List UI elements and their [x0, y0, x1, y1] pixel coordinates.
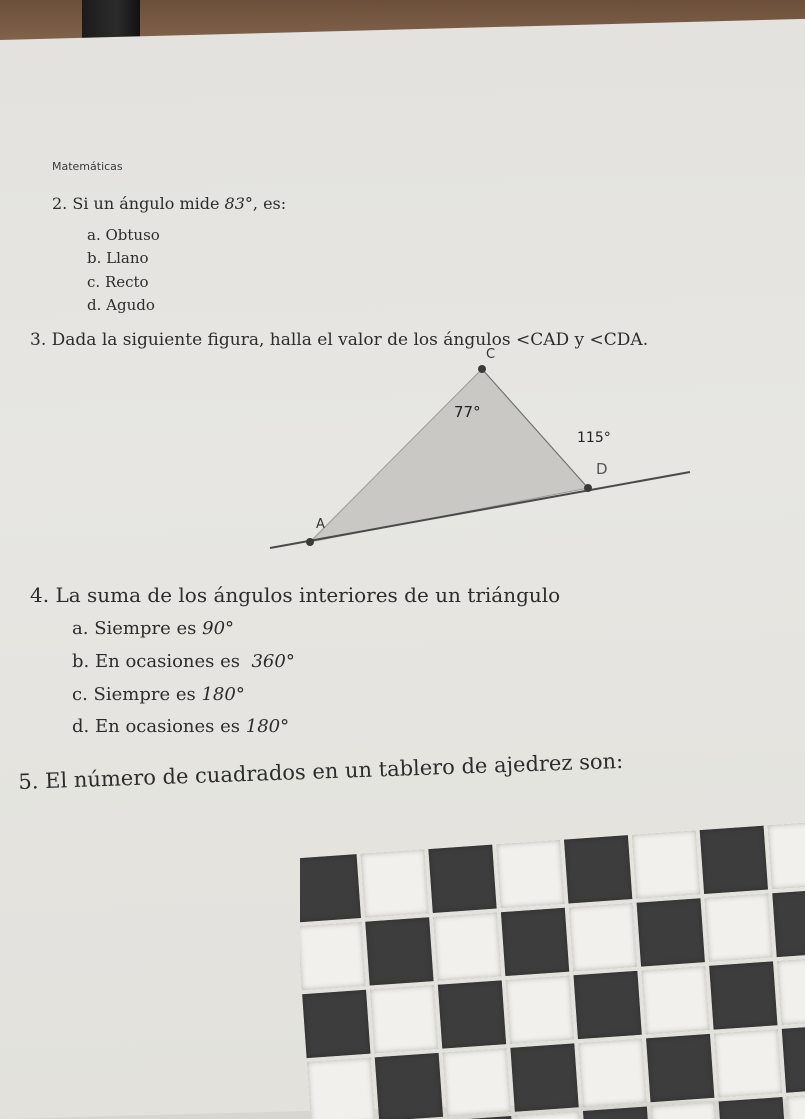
chessboard-square: [506, 976, 574, 1044]
chessboard-square: [365, 917, 433, 985]
question-4-option-a: a. Siempre es 90°: [72, 618, 235, 639]
question-2-option-b: b. Llano: [87, 249, 149, 267]
question-4-option-d: d. En ocasiones es 180°: [72, 716, 290, 737]
angle-d-value: 115°: [577, 430, 611, 446]
chessboard-square: [641, 966, 709, 1034]
chessboard-square: [583, 1107, 651, 1119]
chessboard-square: [569, 903, 637, 971]
chessboard-square: [578, 1039, 646, 1107]
chessboard-square: [302, 990, 370, 1058]
chessboard-square: [300, 854, 361, 922]
chessboard-square: [496, 840, 564, 908]
question-4-option-c: c. Siempre es 180°: [72, 684, 245, 705]
label-a: A: [316, 517, 325, 532]
chessboard-square: [501, 908, 569, 976]
chessboard-square: [510, 1043, 578, 1111]
label-c: C: [486, 347, 496, 362]
question-3-text: Dada la siguiente figura, halla el valor de los ángulos <CAD y <CDA.: [51, 330, 649, 350]
chessboard-square: [300, 922, 366, 990]
chessboard-square: [632, 830, 700, 898]
chessboard-square: [709, 961, 777, 1029]
chessboard-square: [786, 1092, 805, 1119]
chessboard-square: [772, 889, 805, 957]
question-3-number: 3.: [30, 330, 47, 350]
chessboard-square: [651, 1102, 719, 1119]
subject-header: Matemáticas: [52, 160, 123, 173]
chessboard-square: [443, 1048, 511, 1116]
chessboard-square: [564, 835, 632, 903]
point-d: [584, 484, 592, 492]
chessboard-square: [719, 1097, 787, 1119]
question-4-text: La suma de los ángulos interiores de un triángulo: [55, 583, 561, 607]
point-a: [306, 538, 314, 546]
chessboard-square: [361, 849, 429, 917]
question-5-text: El número de cuadrados en un tablero de ajedrez son:: [44, 748, 624, 794]
question-2-option-d: d. Agudo: [87, 296, 155, 314]
question-2-option-c: c. Recto: [87, 273, 149, 291]
label-d: D: [596, 460, 608, 478]
chessboard-square: [768, 821, 805, 889]
question-5-number: 5.: [18, 769, 39, 794]
question-2-suffix: , es:: [252, 194, 287, 213]
chessboard-square: [637, 898, 705, 966]
chessboard-crop: [300, 820, 805, 1119]
chessboard-square: [433, 912, 501, 980]
question-2-option-a: a. Obtuso: [87, 226, 160, 244]
chessboard-square: [777, 957, 805, 1025]
chessboard-square: [646, 1034, 714, 1102]
question-2-angle: 83°: [224, 194, 253, 213]
chessboard-square: [428, 845, 496, 913]
question-4-option-b: b. En ocasiones es 360°: [72, 651, 295, 672]
chessboard-square: [782, 1024, 805, 1092]
chessboard-square: [375, 1053, 443, 1119]
chessboard-square: [704, 894, 772, 962]
chessboard-square: [307, 1058, 375, 1119]
chessboard-square: [700, 826, 768, 894]
chessboard-square: [573, 971, 641, 1039]
question-4: [30, 583, 560, 607]
question-2-number: 2.: [52, 194, 68, 213]
question-4-number: 4.: [30, 583, 50, 607]
point-c: [478, 365, 486, 373]
chessboard-square: [515, 1111, 583, 1119]
angle-c-value: 77°: [454, 403, 481, 421]
chessboard-square: [714, 1029, 782, 1097]
chessboard-square: [370, 985, 438, 1053]
question-2-text: Si un ángulo mide: [72, 194, 220, 213]
chessboard-square: [438, 980, 506, 1048]
